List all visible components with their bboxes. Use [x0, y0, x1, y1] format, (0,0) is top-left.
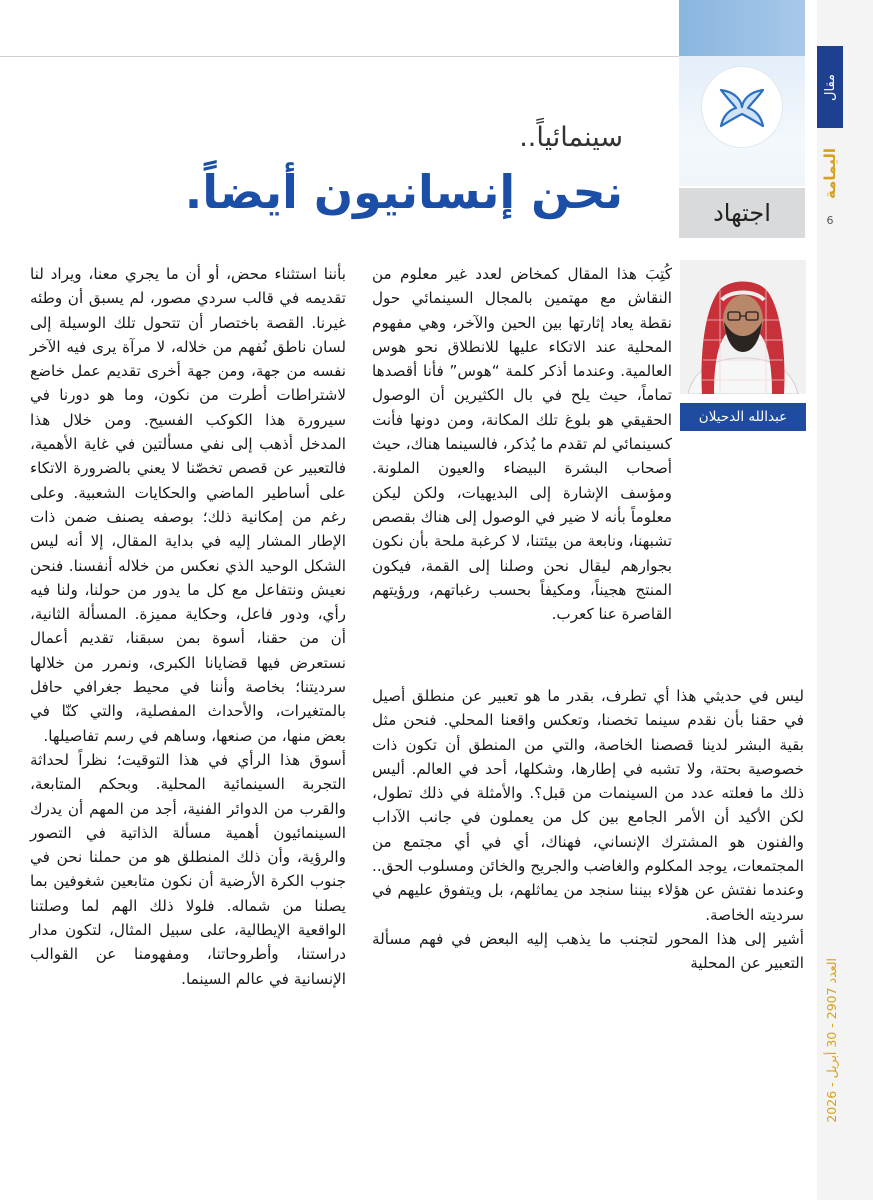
paragraph: بأننا استثناء محض، أو أن ما يجري معنا، ويراد لنا تقديمه في قالب سردي مصور، لم يسبق أن وطئه غيرنا. القصة باختصار أن تتحول تلك الوسيلة إلى لسان ناطق نُفهم من خلاله، لا مرآة يرى فيه الآخر نفسه من جهة، ومن جهة أخرى تقديم عمل خاضع لاشتراطات أطرت من نكون، وما هو دورنا في سيرورة هذا الكوكب الفسيح. ومن خلال هذا المدخل أذهب إلى نفي مسألتين في غاية الأهمية، فالتعبير عن قصص تخصّنا لا يعني بالضرورة الاتكاء على أساطير الماضي والحكايات الشعبية. وعلى رغم من إمكانية ذلك؛ بوصفه يصنف ضمن ذات الإطار المشار إليه في بداية المقال، إلا أنه ليس الشكل الوحيد الذي نعكس من خلاله أنفسنا. فنحن نعيش ونتفاعل مع كل ما يدور من حولنا، ولنا فيه رأي، ودور فاعل، وحكاية مميزة. المسألة الثانية، أن من حقنا، أسوة بمن سبقنا، تقديم أعمال نستعرض فيها قضايانا الكبرى، ونمرر من خلالها سرديتنا؛ بخاصة وأننا في محيط جغرافي حافل بالمتغيرات، والأحداث المفصلية، والتي كنّا في بعض منها، من صنعها، وساهم في رسم تفاصيلها. — [30, 265, 346, 745]
paragraph: أسوق هذا الرأي في هذا التوقيت؛ نظراً لحداثة التجربة السينمائية المحلية. وبحكم المتابعة، والقرب من الدوائر الفنية، أجد من المهم أن يدرك السينمائيون أهمية مسألة الذاتية في التصور والرؤية، وأن ذلك المنطلق هو من حملنا نحن في جنوب الكرة الأرضية أن نكون متابعين شغوفين بما يصلنا من شماله. فلولا ذلك الهم لما وصلتنا الواقعية الإيطالية، على سبيل المثال، لتكون مدار دراستنا، وأطروحاتنا، ومفهومنا عن القوالب الإنسانية في عالم السينما. — [30, 750, 346, 988]
section-header — [679, 0, 805, 238]
magazine-logo-text: اليمامة — [821, 147, 839, 199]
paragraph: أشير إلى هذا المحور لتجنب ما يذهب إليه البعض في فهم مسألة التعبير عن المحلية — [372, 929, 804, 973]
emblem-glyph-icon — [711, 76, 773, 138]
article-column-right-bottom — [372, 684, 804, 976]
issue-info — [818, 930, 844, 1150]
author-photo — [680, 260, 806, 394]
article-column-left — [30, 262, 346, 991]
section-label: اجتهاد — [679, 186, 805, 238]
author-name: عبدالله الدحيلان — [680, 403, 806, 431]
issue-info-text: العدد 2907 - 30 أبريل - 2026 — [823, 957, 839, 1123]
article-headline: نحن إنسانيون أيضاً. — [184, 165, 623, 219]
section-tab-label: مقال — [822, 73, 838, 101]
author-portrait-image — [680, 260, 806, 394]
page-number: 6 — [826, 214, 834, 227]
article-column-right-top — [372, 262, 672, 626]
section-tab — [817, 46, 843, 128]
top-rule — [0, 56, 679, 57]
article-kicker: سينمائياً.. — [519, 122, 623, 153]
section-header-band — [679, 0, 805, 56]
paragraph: ليس في حديثي هذا أي تطرف، بقدر ما هو تعبير عن منطلق أصيل في حقنا بأن نقدم سينما تخصنا، وتعكس واقعنا المحلي. فنحن مثل بقية البشر لدينا قصصنا الخاصة، والتي من المنطق أن تكون ذات خصوصية بحتة، ولا تشبه في إطارها، وشكلها، أحد في العالم. أليس ذلك ما فعلته عدد من السينمات من قبل؟. والأمثلة في ذلك تطول، لكن الأكيد أن الأمر الجامع بين كل من يعملون في جانب الآداب والفنون هو المشترك الإنساني، فهناك، أي في أي مجتمع من المجتمعات، يوجد المكلوم والغاضب والجريح والخائن ومسلوب الحق.. وعندما نفتش عن هؤلاء بيننا سنجد من يماثلهم، بل ويتفوق عليهم في سرديته الخاصة. — [372, 687, 804, 924]
paragraph: كُتِبَ هذا المقال كمخاض لعدد غير معلوم من النقاش مع مهتمين بالمجال السينمائي حول نقطة يعاد إثارتها بين الحين والآخر، وهي مفهوم المحلية عند الاتكاء عليها للانطلاق نحو هوس العالمية. وعندما أذكر كلمة “هوس” فأنا أقصدها تماماً، حيث يلح في بال الكثيرين أن الوصول الحقيقي هو بلوغ تلك المكانة، ومن دونها فأنت كسينمائي لم تقدم ما يُذكر، فالسينما هناك، حيث أصحاب البشرة البيضاء والعيون الملونة. ومؤسف الإشارة إلى البديهيات، ولكن ليكن معلوماً بأنه لا ضير في الوصول إلى هناك بقصص تشبهنا، ونابعة من بيئتنا، لا كرغبة ملحة بأن نكون بجوارهم ليقال نحن وصلنا إلى القمة، فيكون المنتج هجيناً، ومكيفاً بحسب رغباتهم، ورؤيتهم القاصرة عنا كعرب. — [372, 265, 672, 624]
section-emblem-icon — [701, 66, 783, 148]
magazine-logo — [818, 134, 842, 212]
